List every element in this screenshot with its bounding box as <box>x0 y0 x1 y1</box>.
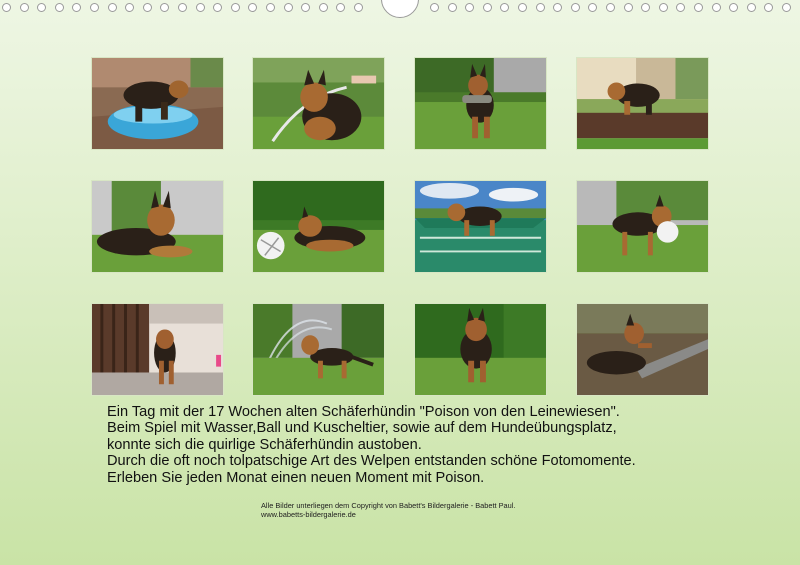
description-line-2: Beim Spiel mit Wasser,Ball und Kuscheltier, sowie auf dem Hundeübungsplatz, <box>107 420 617 437</box>
photo-puppy-standing-grass <box>414 303 547 396</box>
binding-hole <box>319 3 328 12</box>
website-url: www.babetts-bildergalerie.de <box>261 509 356 519</box>
binding-hole <box>266 3 275 12</box>
binding-hole <box>483 3 492 12</box>
description-line-1: Ein Tag mit der 17 Wochen alten Schäferhündin "Poison von den Leinewiesen". <box>107 404 620 420</box>
calendar-description <box>107 404 767 486</box>
photo-puppy-wooden-beam <box>576 57 709 150</box>
binding-hole <box>20 3 29 12</box>
binding-hole <box>336 3 345 12</box>
binding-hole <box>588 3 597 12</box>
photo-puppy-sprinkler <box>252 303 385 396</box>
description-line-5: Erleben Sie jeden Monat einen neuen Moment mit Poison. <box>107 469 485 486</box>
photo-puppy-plush-toy <box>414 57 547 150</box>
binding-hole <box>694 3 703 12</box>
photo-puppy-climbing-ramp <box>576 303 709 396</box>
binding-hole <box>160 3 169 12</box>
binding-hole <box>213 3 222 12</box>
binding-hole <box>143 3 152 12</box>
binding-hole <box>518 3 527 12</box>
binding-hole <box>354 3 363 12</box>
binding-hole <box>196 3 205 12</box>
photo-puppy-ball-lying <box>252 180 385 273</box>
description-line-4: Durch die oft noch tolpatschige Art des Welpen entstanden schöne Fotomomente. <box>107 453 636 470</box>
binding-hole <box>430 3 439 12</box>
binding-hole <box>108 3 117 12</box>
copyright-line: Alle Bilder unterliegen dem Copyright von Babett's Bildergalerie - Babett Paul. <box>261 501 516 510</box>
binding-hole <box>571 3 580 12</box>
photo-puppy-at-door <box>91 303 224 396</box>
binding-hole <box>125 3 134 12</box>
binding-hole <box>55 3 64 12</box>
binding-hole <box>178 3 187 12</box>
binding-hole <box>659 3 668 12</box>
binding-hole <box>37 3 46 12</box>
description-line-3: konnte sich die quirlige Schäferhündin austoben. <box>107 436 422 453</box>
binding-hole <box>231 3 240 12</box>
binding-hole <box>248 3 257 12</box>
binding-hole <box>301 3 310 12</box>
binding-hole <box>782 3 791 12</box>
binding-hole <box>500 3 509 12</box>
binding-hole <box>712 3 721 12</box>
binding-hole <box>747 3 756 12</box>
photo-puppy-agility-ramp <box>414 180 547 273</box>
binding-hole <box>764 3 773 12</box>
binding-hole <box>624 3 633 12</box>
binding-hole <box>465 3 474 12</box>
binding-hole <box>536 3 545 12</box>
binding-hole <box>641 3 650 12</box>
binding-hole <box>72 3 81 12</box>
binding-hole <box>2 3 11 12</box>
binding-hole <box>676 3 685 12</box>
binding-hole <box>284 3 293 12</box>
photo-puppy-water-bowl <box>91 57 224 150</box>
binding-hole <box>553 3 562 12</box>
binding-hole <box>606 3 615 12</box>
photo-puppy-lying-grass <box>91 180 224 273</box>
binding-hole <box>729 3 738 12</box>
copyright-notice <box>261 502 515 520</box>
photo-puppy-water-hose <box>252 57 385 150</box>
photo-puppy-ball-walking <box>576 180 709 273</box>
binding-hole <box>448 3 457 12</box>
binding-hole <box>90 3 99 12</box>
